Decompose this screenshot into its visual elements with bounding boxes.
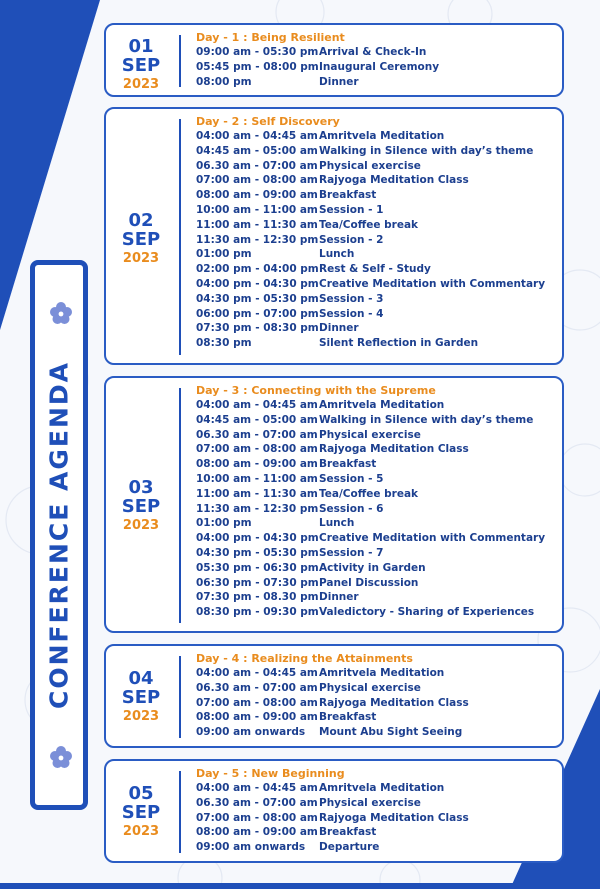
schedule-event: Lunch — [319, 517, 355, 530]
schedule-row — [196, 840, 558, 855]
schedule-row — [196, 45, 558, 60]
schedule-event: Rajyoga Meditation Class — [319, 174, 469, 187]
date-day: 05 — [128, 783, 154, 804]
schedule-time: 06.30 am - 07:00 am — [196, 428, 318, 441]
schedule-event: Physical exercise — [319, 681, 421, 694]
schedule-time: 07:00 am - 08:00 am — [196, 443, 318, 456]
date-month: SEP — [121, 55, 161, 76]
schedule-time: 07:00 am - 08:00 am — [196, 696, 318, 709]
schedule-row — [196, 277, 558, 292]
schedule-row — [196, 811, 558, 826]
schedule-time: 04:00 pm - 04:30 pm — [196, 277, 319, 290]
schedule-time: 01:00 pm — [196, 248, 252, 261]
schedule-event: Tea/Coffee break — [319, 487, 419, 500]
schedule-time: 10:00 am - 11:00 am — [196, 472, 318, 485]
schedule-row — [196, 159, 558, 174]
schedule-time: 04:30 pm - 05:30 pm — [196, 292, 319, 305]
schedule-event: Session - 5 — [319, 472, 384, 485]
schedule-event: Amritvela Meditation — [319, 667, 445, 679]
schedule-event: Walking in Silence with day’s theme — [319, 413, 534, 426]
date-day: 01 — [128, 36, 154, 57]
date-year: 2023 — [122, 824, 160, 839]
schedule-event: Silent Reflection in Garden — [319, 337, 479, 350]
day-card — [104, 107, 564, 365]
schedule-row — [196, 203, 558, 218]
schedule-time: 07:30 pm - 08:30 pm — [196, 322, 319, 335]
schedule-time: 08:00 am - 09:00 am — [196, 711, 318, 724]
schedule-event: Tea/Coffee break — [319, 218, 419, 231]
schedule-row — [196, 502, 558, 517]
schedule-event: Session - 1 — [319, 203, 384, 216]
schedule-time: 04:00 am - 04:45 am — [196, 130, 318, 142]
schedule-time: 07:00 am - 08:00 am — [196, 811, 318, 824]
schedule-row — [196, 487, 558, 502]
day-title: Day - 4 : Realizing the Attainments — [196, 652, 413, 665]
schedule-row — [196, 233, 558, 248]
schedule-time: 08:00 am - 09:00 am — [196, 458, 318, 471]
schedule-time: 11:00 am - 11:30 am — [196, 218, 318, 231]
schedule-event: Amritvela Meditation — [319, 782, 445, 794]
date-day: 02 — [128, 210, 154, 231]
schedule-event: Panel Discussion — [319, 576, 419, 589]
sidebar-title: CONFERENCE AGENDA — [44, 360, 74, 710]
schedule-event: Mount Abu Sight Seeing — [319, 726, 463, 739]
schedule-event: Valedictory - Sharing of Experiences — [319, 606, 535, 619]
schedule-time: 08:00 am - 09:00 am — [196, 189, 318, 202]
schedule-event: Activity in Garden — [319, 561, 426, 574]
schedule-row — [196, 796, 558, 811]
schedule-time: 07:00 am - 08:00 am — [196, 174, 318, 187]
schedule-event: Arrival & Check-In — [319, 46, 427, 58]
schedule-time: 04:00 am - 04:45 am — [196, 667, 318, 679]
schedule-time: 04:00 am - 04:45 am — [196, 782, 318, 794]
schedule-time: 01:00 pm — [196, 517, 252, 530]
schedule-row — [196, 605, 558, 620]
day-card — [104, 644, 564, 748]
schedule-event: Dinner — [319, 75, 359, 88]
schedule-event: Dinner — [319, 322, 359, 335]
schedule-time: 06.30 am - 07:00 am — [196, 796, 318, 809]
schedule-time: 06.30 am - 07:00 am — [196, 159, 318, 172]
schedule-time: 04:00 am - 04:45 am — [196, 399, 318, 411]
schedule-row — [196, 457, 558, 472]
schedule-event: Departure — [319, 841, 380, 854]
schedule-row — [196, 696, 558, 711]
conference-agenda-sidebar — [30, 260, 88, 810]
schedule-row — [196, 666, 558, 681]
schedule-row — [196, 781, 558, 796]
day-card — [104, 759, 564, 863]
date-block — [106, 38, 176, 93]
vertical-divider — [179, 119, 181, 355]
vertical-divider — [179, 656, 181, 738]
day-card — [104, 23, 564, 97]
schedule-event: Rajyoga Meditation Class — [319, 696, 469, 709]
day-schedule — [196, 651, 558, 740]
schedule-row — [196, 531, 558, 546]
schedule-time: 06:00 pm - 07:00 pm — [196, 307, 319, 320]
schedule-event: Breakfast — [319, 711, 377, 724]
day-title: Day - 3 : Connecting with the Supreme — [196, 384, 436, 397]
date-day: 03 — [128, 477, 154, 498]
schedule-time: 06:30 pm - 07:30 pm — [196, 576, 319, 589]
schedule-row — [196, 218, 558, 233]
date-block — [106, 479, 176, 534]
schedule-event: Breakfast — [319, 189, 377, 202]
schedule-row — [196, 75, 558, 90]
schedule-row — [196, 129, 558, 144]
schedule-row — [196, 262, 558, 277]
date-block — [106, 670, 176, 725]
day-title: Day - 2 : Self Discovery — [196, 115, 340, 128]
schedule-event: Session - 6 — [319, 502, 384, 515]
day-card — [104, 376, 564, 633]
schedule-event: Walking in Silence with day’s theme — [319, 144, 534, 157]
schedule-event: Physical exercise — [319, 796, 421, 809]
schedule-event: Dinner — [319, 591, 359, 604]
schedule-time: 11:30 am - 12:30 pm — [196, 233, 319, 246]
schedule-row — [196, 472, 558, 487]
schedule-event: Amritvela Meditation — [319, 399, 445, 411]
schedule-event: Physical exercise — [319, 428, 421, 441]
schedule-row — [196, 561, 558, 576]
flower-icon — [49, 745, 73, 769]
schedule-time: 11:30 am - 12:30 pm — [196, 502, 319, 515]
schedule-event: Session - 3 — [319, 292, 384, 305]
vertical-divider — [179, 771, 181, 853]
schedule-row — [196, 725, 558, 740]
schedule-row — [196, 442, 558, 457]
schedule-event: Rest & Self - Study — [319, 263, 431, 276]
schedule-row — [196, 144, 558, 159]
schedule-row — [196, 681, 558, 696]
schedule-row — [196, 516, 558, 531]
schedule-time: 02:00 pm - 04:00 pm — [196, 263, 319, 276]
schedule-time: 10:00 am - 11:00 am — [196, 203, 318, 216]
schedule-row — [196, 307, 558, 322]
schedule-row — [196, 321, 558, 336]
schedule-row — [196, 247, 558, 262]
date-month: SEP — [121, 496, 161, 517]
schedule-time: 05:45 pm - 08:00 pm — [196, 60, 319, 73]
day-title: Day - 5 : New Beginning — [196, 767, 345, 780]
schedule-time: 06.30 am - 07:00 am — [196, 681, 318, 694]
schedule-time: 09:00 am onwards — [196, 726, 306, 739]
schedule-row — [196, 60, 558, 75]
schedule-row — [196, 413, 558, 428]
schedule-time: 04:30 pm - 05:30 pm — [196, 546, 319, 559]
schedule-event: Session - 4 — [319, 307, 384, 320]
day-schedule — [196, 30, 558, 89]
vertical-divider — [179, 35, 181, 87]
date-year: 2023 — [122, 709, 160, 724]
schedule-event: Creative Meditation with Commentary — [319, 532, 546, 545]
schedule-event: Physical exercise — [319, 159, 421, 172]
schedule-row — [196, 428, 558, 443]
schedule-event: Breakfast — [319, 458, 377, 471]
schedule-time: 08:30 pm - 09:30 pm — [196, 606, 319, 619]
date-year: 2023 — [122, 251, 160, 266]
schedule-time: 05:30 pm - 06:30 pm — [196, 561, 319, 574]
date-year: 2023 — [122, 518, 160, 533]
schedule-row — [196, 292, 558, 307]
schedule-row — [196, 188, 558, 203]
day-schedule — [196, 766, 558, 855]
day-title: Day - 1 : Being Resilient — [196, 31, 345, 44]
schedule-row — [196, 825, 558, 840]
date-month: SEP — [121, 802, 161, 823]
schedule-event: Session - 2 — [319, 233, 384, 246]
schedule-row — [196, 546, 558, 561]
schedule-row — [196, 336, 558, 351]
schedule-event: Rajyoga Meditation Class — [319, 443, 469, 456]
date-block — [106, 212, 176, 267]
schedule-time: 04:00 pm - 04:30 pm — [196, 532, 319, 545]
schedule-time: 09:00 am onwards — [196, 841, 306, 854]
schedule-row — [196, 710, 558, 725]
schedule-row — [196, 576, 558, 591]
date-month: SEP — [121, 229, 161, 250]
schedule-time: 08:00 am - 09:00 am — [196, 826, 318, 839]
date-month: SEP — [121, 687, 161, 708]
day-schedule — [196, 114, 558, 351]
schedule-event: Amritvela Meditation — [319, 130, 445, 142]
date-day: 04 — [128, 668, 154, 689]
schedule-time: 07:30 pm - 08.30 pm — [196, 591, 319, 604]
date-block — [106, 785, 176, 840]
schedule-row — [196, 173, 558, 188]
schedule-row — [196, 590, 558, 605]
flower-icon — [49, 301, 73, 325]
schedule-event: Breakfast — [319, 826, 377, 839]
day-schedule — [196, 383, 558, 620]
schedule-event: Inaugural Ceremony — [319, 60, 440, 73]
schedule-event: Session - 7 — [319, 546, 384, 559]
schedule-event: Lunch — [319, 248, 355, 261]
vertical-divider — [179, 388, 181, 623]
schedule-time: 04:45 am - 05:00 am — [196, 144, 318, 157]
schedule-time: 08:00 pm — [196, 75, 252, 88]
date-year: 2023 — [122, 77, 160, 92]
schedule-time: 09:00 am - 05:30 pm — [196, 46, 319, 58]
schedule-time: 11:00 am - 11:30 am — [196, 487, 318, 500]
schedule-event: Rajyoga Meditation Class — [319, 811, 469, 824]
schedule-row — [196, 398, 558, 413]
schedule-time: 08:30 pm — [196, 337, 252, 350]
schedule-time: 04:45 am - 05:00 am — [196, 413, 318, 426]
schedule-event: Creative Meditation with Commentary — [319, 277, 546, 290]
bottom-border-strip — [0, 883, 600, 889]
